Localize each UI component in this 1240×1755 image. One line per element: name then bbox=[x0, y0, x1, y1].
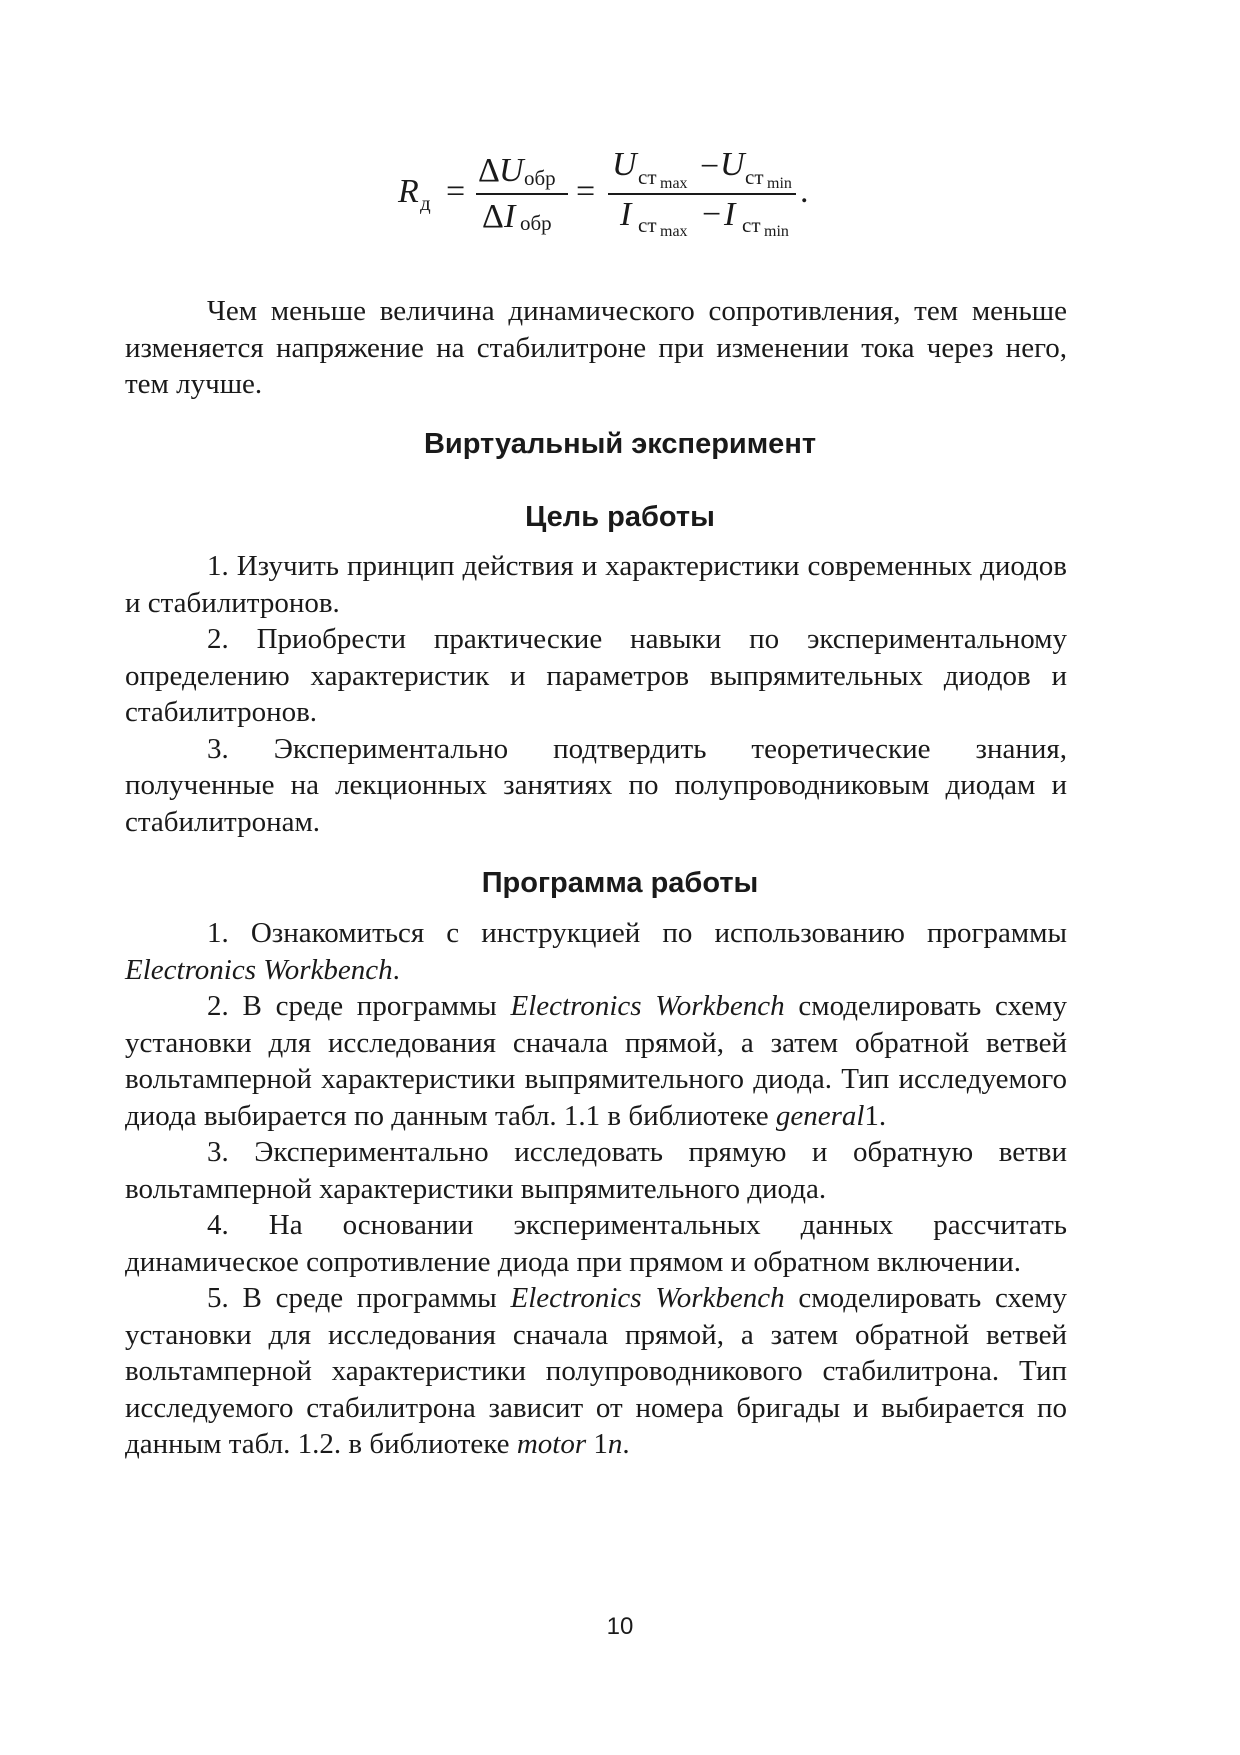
program-item-2-text-a: 2. В среде программы bbox=[207, 990, 511, 1022]
formula-equals-2: = bbox=[576, 173, 596, 210]
frac2-den-sub1: ст bbox=[638, 213, 657, 237]
program-title: Программа работы bbox=[481, 867, 759, 899]
program-item-1-end: . bbox=[392, 953, 400, 986]
program-item-2-library: general bbox=[775, 1099, 865, 1132]
frac2-den-sub2: ст bbox=[742, 213, 761, 237]
frac1-num-delta: Δ bbox=[478, 152, 500, 189]
frac1-den-var: I bbox=[504, 198, 516, 235]
goal-item-2: 2. Приобрести практические навыки по экспериментальному определению характеристик и параметров выпрямительных диодов и стабилитронов. bbox=[125, 623, 1067, 728]
frac1-num-var: U bbox=[499, 152, 524, 189]
frac1-den-delta: Δ bbox=[482, 198, 504, 235]
frac2-den-subsub2: min bbox=[764, 223, 789, 240]
frac2-num-sub1: ст bbox=[638, 165, 657, 189]
formula-period: . bbox=[800, 173, 809, 210]
intro-block bbox=[125, 293, 1067, 403]
frac2-line bbox=[608, 193, 796, 195]
intro-paragraph: Чем меньше величина динамического сопротивления, тем меньше изменяется напряжение на стабилитроне при изменении тока через него, тем лучше. bbox=[125, 295, 1067, 400]
program-item-5-library-n: n bbox=[607, 1428, 623, 1460]
program-item-5-library: motor bbox=[516, 1428, 587, 1460]
program-item-2-text-b: смоделировать схему установки для исследования сначала прямой, а затем обратной ветвей вольтамперной характеристики выпрямительного диода. Тип исследуемого диода выбирается по данным табл. 1.1 в библиотеке bbox=[125, 990, 1067, 1132]
goal-title: Цель работы bbox=[525, 501, 715, 533]
program-item-5-library-end: . bbox=[622, 1428, 630, 1460]
frac2-den-var1: I bbox=[620, 196, 632, 233]
frac1-num-sub: обр bbox=[524, 166, 556, 190]
program-item-2-software: Electronics Workbench bbox=[510, 990, 785, 1022]
frac2-num-minus: − bbox=[700, 148, 720, 185]
program-list bbox=[125, 915, 1067, 1463]
goal-item-3: 3. Экспериментально подтвердить теоретические знания, полученные на лекционных занятиях по полупроводниковым диодам и стабилитронам. bbox=[125, 732, 1067, 838]
formula-lhs-subscript: д bbox=[420, 191, 431, 215]
program-item-5-text-a: 5. В среде программы bbox=[207, 1282, 511, 1314]
program-item-4: 4. На основании экспериментальных данных рассчитать динамическое сопротивление диода при прямом и обратном включении. bbox=[125, 1209, 1067, 1278]
frac2-num-var2: U bbox=[720, 146, 745, 183]
program-item-1-software: Electronics Workbench bbox=[125, 953, 393, 986]
frac1-line bbox=[476, 193, 568, 195]
frac2-num-var1: U bbox=[612, 146, 637, 183]
goal-list bbox=[125, 548, 1067, 840]
goal-item-1: 1. Изучить принцип действия и характеристики современных диодов и стабилитронов. bbox=[125, 550, 1067, 619]
program-item-2-library-end: 1. bbox=[864, 1099, 887, 1132]
frac2-den-var2: I bbox=[724, 196, 736, 233]
formula-equals-1: = bbox=[446, 173, 466, 210]
frac2-num-sub2: ст bbox=[745, 165, 764, 189]
frac2-num-subsub1: max bbox=[660, 175, 688, 192]
program-item-5 bbox=[125, 1280, 1067, 1463]
program-item-1 bbox=[125, 915, 1067, 988]
program-item-5-software: Electronics Workbench bbox=[510, 1282, 785, 1314]
frac2-den-subsub1: max bbox=[660, 223, 688, 240]
frac1-den-sub: обр bbox=[520, 211, 552, 235]
page-number: 10 bbox=[606, 1613, 634, 1640]
frac2-den-minus: − bbox=[702, 196, 722, 233]
program-item-5-text-b: смоделировать схему установки для исследования сначала прямой, а затем обратной ветвей вольтамперной характеристики полупроводникового стабилитрона. Тип исследуемого стабилитрона зависит от номера бригады и выбирается по данным табл. 1.2. в библиотеке bbox=[125, 1282, 1067, 1460]
program-item-1-text: 1. Ознакомиться с инструкцией по использованию программы bbox=[207, 917, 1067, 949]
dynamic-resistance-formula bbox=[398, 146, 818, 270]
program-item-2 bbox=[125, 988, 1067, 1134]
section-title: Виртуальный эксперимент bbox=[423, 428, 817, 460]
program-item-5-library-mid: 1 bbox=[586, 1428, 608, 1460]
program-item-3: 3. Экспериментально исследовать прямую и обратную ветви вольтамперной характеристики выпрямительного диода. bbox=[125, 1136, 1067, 1205]
frac2-num-subsub2: min bbox=[767, 175, 792, 192]
formula-lhs: R bbox=[398, 173, 419, 210]
